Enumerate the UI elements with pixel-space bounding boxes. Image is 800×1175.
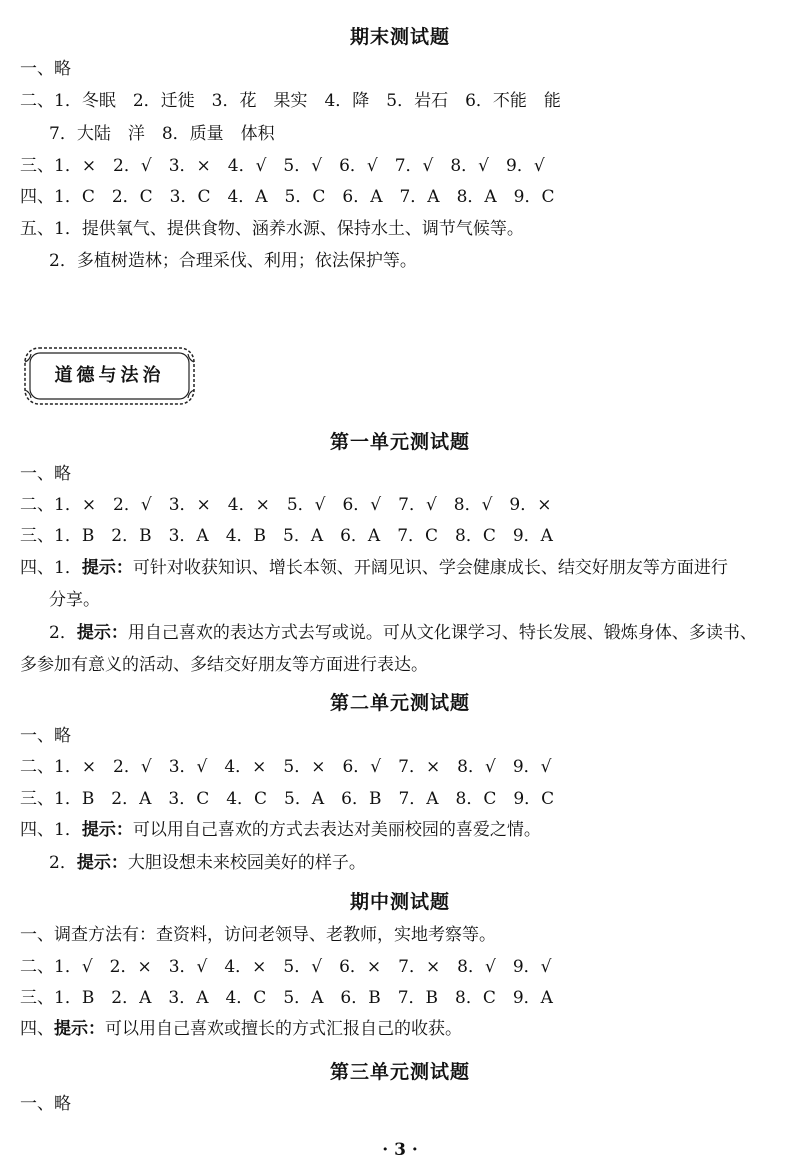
answer-line: 五、1．提供氧气、提供食物、涵养水源、保持水土、调节气候等。 [20,219,524,239]
answer-line: 二、1．× 2．√ 3．× 4．× 5．√ 6．√ 7．√ 8．√ 9．× [20,495,552,515]
answer-line-hint [20,822,541,839]
hint-text: 可以用自己喜欢或擅长的方式汇报自己的收获。 [105,1019,462,1039]
hint-text: 可以用自己喜欢的方式去表达对美丽校园的喜爱之情。 [132,820,541,840]
answer-line-hint [20,560,728,577]
answer-line: 一、调查方法有：查资料，访问老领导、老教师，实地考察等。 [20,925,496,945]
answer-line: 一、略 [20,464,71,484]
section-title-final-exam: 期末测试题 [349,26,450,48]
answer-line: 四、1．C 2．C 3．C 4．A 5．C 6．A 7．A 8．A 9．C [20,187,555,207]
item-prefix: 2． [49,853,77,873]
hint-text: 大胆设想未来校园美好的样子。 [127,853,366,873]
section-title-unit3: 第三单元测试题 [329,1061,470,1083]
answer-line: 三、1．B 2．A 3．A 4．C 5．A 6．B 7．B 8．C 9．A [20,988,553,1008]
hint-label: 提示： [81,558,133,578]
section-title-unit2: 第二单元测试题 [329,692,470,714]
subject-banner [22,345,197,407]
page-number: · 3 · [382,1140,418,1160]
answer-line: 2．多植树造林；合理采伐、利用；依法保护等。 [49,251,417,271]
item-prefix: 四、1． [20,820,82,840]
answer-line: 一、略 [20,59,71,79]
section-title-midterm: 期中测试题 [349,891,450,913]
answer-line: 二、1．× 2．√ 3．√ 4．× 5．× 6．√ 7．× 8．√ 9．√ [20,757,552,777]
answer-line-hint [49,625,757,642]
answer-line: 分享。 [49,590,100,610]
answer-line-hint [49,855,366,872]
item-prefix: 四、 [20,1019,54,1039]
hint-label: 提示： [81,820,133,840]
hint-label: 提示： [76,623,128,643]
hint-text: 用自己喜欢的表达方式去写或说。可从文化课学习、特长发展、锻炼身体、多读书、 [127,623,757,643]
answer-line-hint [20,1021,462,1038]
answer-line: 三、1．× 2．√ 3．× 4．√ 5．√ 6．√ 7．√ 8．√ 9．√ [20,156,545,176]
answer-line: 三、1．B 2．B 3．A 4．B 5．A 6．A 7．C 8．C 9．A [20,526,553,546]
item-prefix: 四、1． [20,558,82,578]
item-prefix: 2． [49,623,77,643]
answer-line: 多参加有意义的活动、多结交好朋友等方面进行表达。 [20,655,428,675]
section-title-unit1: 第一单元测试题 [329,431,470,453]
answer-line: 二、1．√ 2．× 3．√ 4．× 5．√ 6．× 7．× 8．√ 9．√ [20,957,552,977]
hint-label: 提示： [76,853,128,873]
answer-line: 二、1．冬眠 2．迁徙 3．花 果实 4．降 5．岩石 6．不能 能 [20,91,561,111]
hint-text: 可针对收获知识、增长本领、开阔见识、学会健康成长、结交好朋友等方面进行 [132,558,728,578]
answer-line: 一、略 [20,1094,71,1114]
subject-banner-label: 道德与法治 [54,365,165,386]
answer-line: 一、略 [20,726,71,746]
hint-label: 提示： [54,1019,105,1039]
answer-line: 7．大陆 洋 8．质量 体积 [49,124,275,144]
answer-line: 三、1．B 2．A 3．C 4．C 5．A 6．B 7．A 8．C 9．C [20,789,555,809]
